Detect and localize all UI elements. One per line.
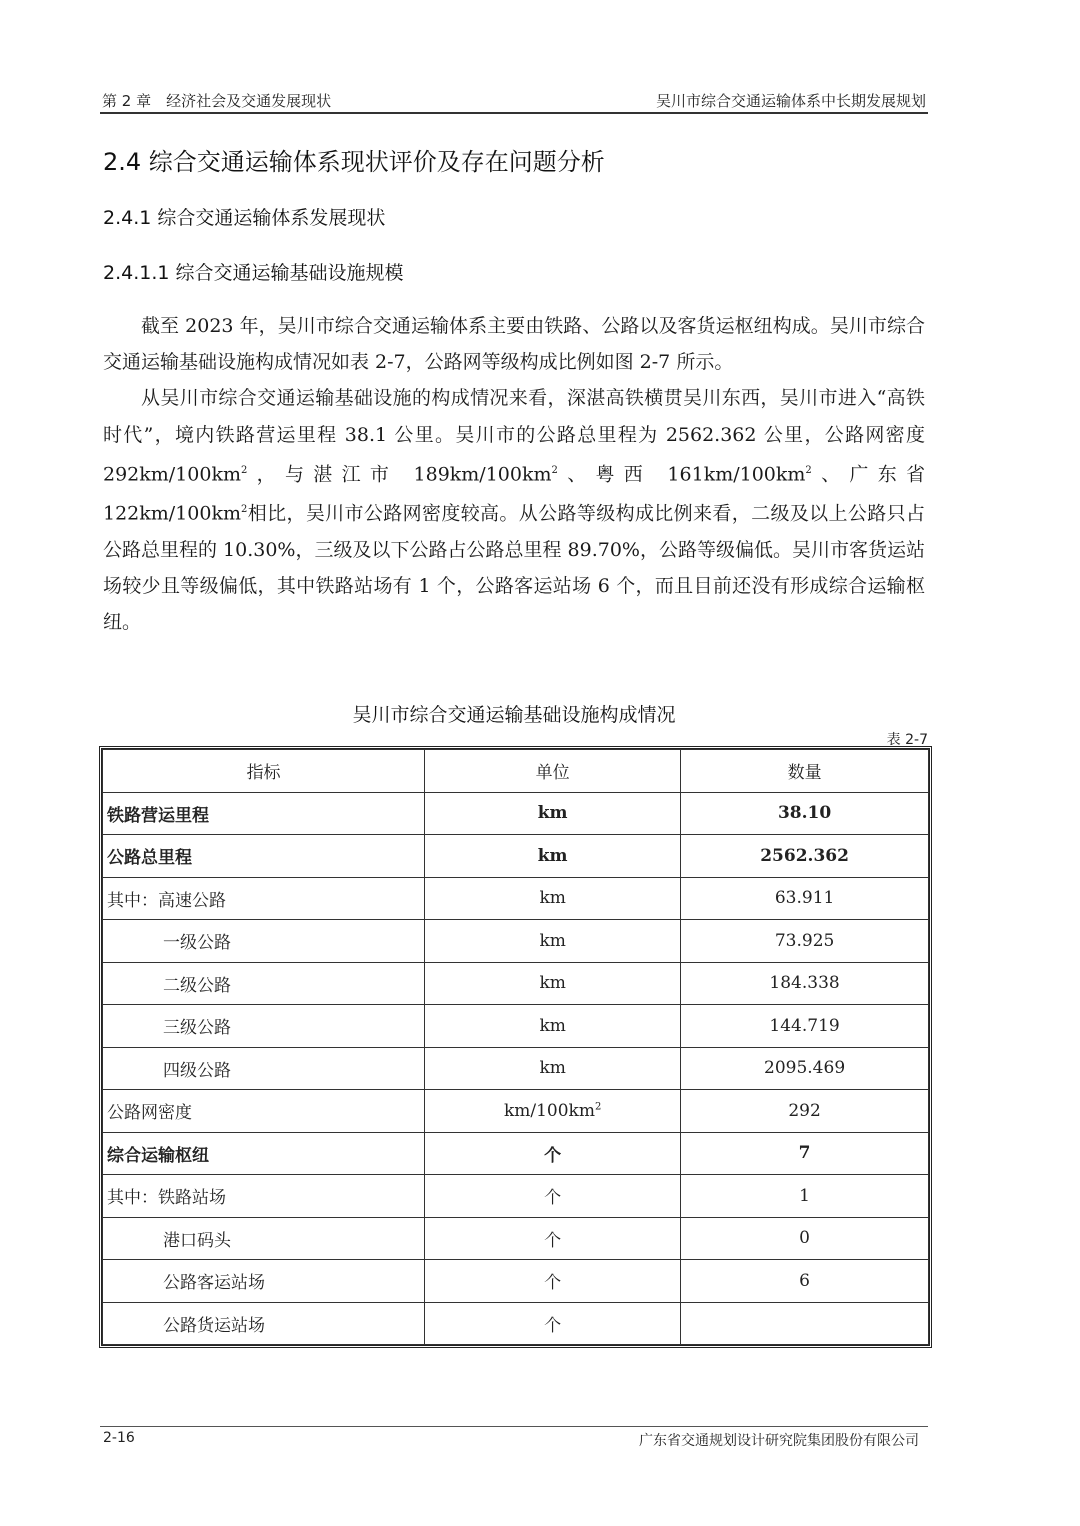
- row-value: 184.338: [681, 962, 929, 1005]
- row-unit: km: [425, 962, 681, 1005]
- row-value: 73.925: [681, 920, 929, 963]
- row-value: 63.911: [681, 877, 929, 920]
- row-value: 7: [681, 1132, 929, 1175]
- row-unit: $km/100km^2$: [425, 1090, 681, 1133]
- table-row: [103, 920, 929, 963]
- table-row: [103, 1260, 929, 1303]
- row-indicator: 其中：铁路站场: [103, 1175, 425, 1218]
- table-row: [103, 1005, 929, 1048]
- row-indicator: 铁路营运里程: [103, 792, 425, 835]
- table-row: [103, 792, 929, 835]
- row-unit: 个: [425, 1175, 681, 1218]
- header-unit: 单位: [425, 750, 681, 793]
- row-value: 1: [681, 1175, 929, 1218]
- page-number: 2-16: [103, 1430, 135, 1446]
- row-unit: km: [425, 835, 681, 878]
- table-row: [103, 962, 929, 1005]
- row-unit: km: [425, 920, 681, 963]
- row-indicator: 一级公路: [103, 920, 425, 963]
- row-unit: km: [425, 792, 681, 835]
- row-value: 2562.362: [681, 835, 929, 878]
- paragraph-1: 截至 2023 年，吴川市综合交通运输体系主要由铁路、公路以及客货运枢纽构成。吴川市综合交通运输基础设施构成情况如表 2-7，公路网等级构成比例如图 2-7 所示。: [103, 315, 925, 374]
- row-unit: 个: [425, 1132, 681, 1175]
- table-number: 表 2-7: [886, 732, 928, 748]
- row-indicator: 公路客运站场: [103, 1260, 425, 1303]
- row-indicator: 公路网密度: [103, 1090, 425, 1133]
- header-value: 数量: [681, 750, 929, 793]
- subsection-heading: 2.4.1 综合交通运输体系发展现状: [103, 207, 386, 229]
- row-indicator: 三级公路: [103, 1005, 425, 1048]
- row-unit: 个: [425, 1260, 681, 1303]
- row-indicator: 四级公路: [103, 1047, 425, 1090]
- table-row: [103, 877, 929, 920]
- table-row: [103, 1217, 929, 1260]
- page-header: [100, 86, 928, 112]
- row-unit: 个: [425, 1217, 681, 1260]
- header-divider: [100, 112, 928, 114]
- row-indicator: 二级公路: [103, 962, 425, 1005]
- row-indicator: 其中：高速公路: [103, 877, 425, 920]
- table-row: [103, 1132, 929, 1175]
- row-indicator: 港口码头: [103, 1217, 425, 1260]
- table-header-row: [103, 750, 929, 793]
- row-unit: km: [425, 1047, 681, 1090]
- row-value: 144.719: [681, 1005, 929, 1048]
- document-title: 吴川市综合交通运输体系中长期发展规划: [655, 92, 926, 110]
- header-indicator: 指标: [103, 750, 425, 793]
- row-value: 292: [681, 1090, 929, 1133]
- chapter-title: 第 2 章 经济社会及交通发展现状: [102, 92, 332, 110]
- footer-divider: [100, 1426, 928, 1427]
- row-value: 38.10: [681, 792, 929, 835]
- row-unit: km: [425, 877, 681, 920]
- row-unit: km: [425, 1005, 681, 1048]
- table-caption: 吴川市综合交通运输基础设施构成情况: [352, 704, 676, 726]
- table-row: [103, 1047, 929, 1090]
- table-row: [103, 1090, 929, 1133]
- subsubsection-heading: 2.4.1.1 综合交通运输基础设施规模: [103, 262, 404, 284]
- row-indicator: 综合运输枢纽: [103, 1132, 425, 1175]
- section-heading: 2.4 综合交通运输体系现状评价及存在问题分析: [103, 148, 605, 176]
- row-indicator: 公路货运站场: [103, 1302, 425, 1345]
- row-value: 6: [681, 1260, 929, 1303]
- row-value: 0: [681, 1217, 929, 1260]
- row-unit: 个: [425, 1302, 681, 1345]
- paragraph-2: 从吴川市综合交通运输基础设施的构成情况来看，深湛高铁横贯吴川东西，吴川市进入“高铁时代”，境内铁路营运里程 38.1 公里。吴川市的公路总里程为 2562.362 公里，公路网密度 $292km/100km^2$，与湛江市 $189km/100km^2$、粤西 $161km/100km^2$、广东省 $122km/100km^2$相比，吴川市公路网密度较高。从公路等级构成比例来看，二级及以上公路只占公路总里程的 10.30%，三级及以下公路占公路总里程 89.70%，公路等级偏低。吴川市客货运站场较少且等级偏低，其中铁路站场有 1 个，公路客运站场 6 个，而且目前还没有形成综合运输枢纽。: [103, 387, 925, 634]
- row-value: [681, 1302, 929, 1345]
- table-row: [103, 1302, 929, 1345]
- table-row: [103, 1175, 929, 1218]
- page-footer: [100, 1430, 928, 1452]
- organization-name: 广东省交通规划设计研究院集团股份有限公司: [639, 1433, 919, 1449]
- infrastructure-table: [99, 746, 932, 1348]
- row-indicator: 公路总里程: [103, 835, 425, 878]
- body-text: [103, 308, 925, 640]
- row-value: 2095.469: [681, 1047, 929, 1090]
- table-row: [103, 835, 929, 878]
